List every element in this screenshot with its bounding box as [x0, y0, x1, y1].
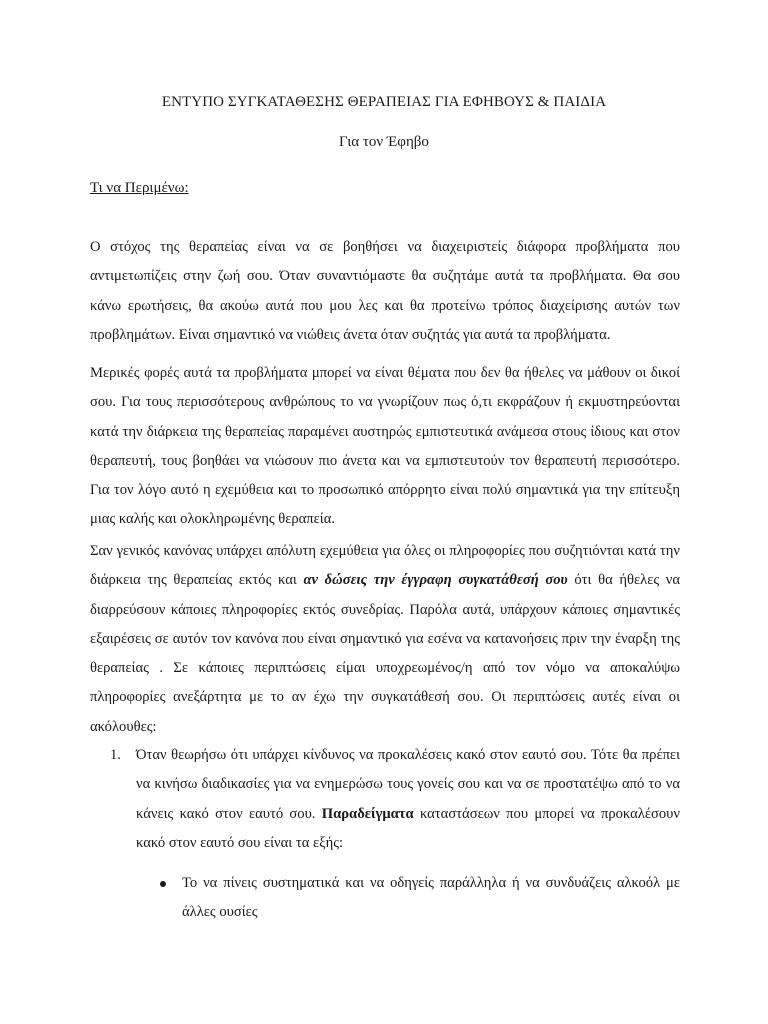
written-consent-emphasis: αν δώσεις την έγγραφη συγκατάθεσή σου	[303, 572, 568, 589]
list-item-text-start: Όταν θεωρήσω ότι υπάρχει κίνδυνος να προκαλέσεις κακό στον εαυτό σου. Τότε θα πρέπει να κινήσω διαδικασίες για να ενημερώσω τους γονείς σου και να σε προστατέψω από το να κάνεις κακό στον εαυτό σου.	[136, 747, 680, 822]
paragraph-exceptions-rest: ότι θα ήθελες να διαρρεύσουν κάποιες πληροφορίες εκτός συνεδρίας. Παρόλα αυτά, υπάρχουν κάποιες σημαντικές εξαιρέσεις σε αυτόν τον κανόνα που είναι σημαντικό για εσένα να κατανοήσεις πριν την έναρξη της θεραπείας . Σε κάποιες περιπτώσεις είμαι υποχρεωμένος/η από τον νόμο να αποκαλύψω πληροφορίες ανεξάρτητα με το αν έχω την συγκατάθεσή σου. Οι περιπτώσεις αυτές είναι οι ακόλουθες:	[90, 572, 681, 735]
paragraph-goal: Ο στόχος της θεραπείας είναι να σε βοηθήσει να διαχειριστείς διάφορα προβλήματα που αντιμετωπίζεις στην ζωή σου. Όταν συναντιόμαστε θα συζητάμε αυτά τα προβλήματα. Θα σου κάνω ερωτήσεις, θα ακούω αυτά που μου λες και θα προτείνω τρόπος διαχείρισης αυτών των προβλημάτων. Είναι σημαντικό να νιώθεις άνετα όταν συζητάς για αυτά τα προβλήματα.	[90, 239, 680, 343]
list-item	[90, 741, 680, 858]
examples-emphasis: Παραδείγματα	[321, 805, 414, 822]
document-subtitle: Για τον Έφηβο	[339, 134, 429, 150]
paragraph-exceptions	[90, 537, 680, 742]
examples-bullet-list	[182, 869, 680, 928]
paragraph-confidentiality: Μερικές φορές αυτά τα προβλήματα μπορεί να είναι θέματα που δεν θα ήθελες να μάθουν οι δικοί σου. Για τους περισσότερους ανθρώπους το να γνωρίζουν πως ό,τι εκφράζουν ή εκμυστηρεύονται κατά την διάρκεια της θεραπείας παραμένει αυστηρώς εμπιστευτικά ανάμεσα στους ίδιους και στον θεραπευτή, τους βοηθάει να νιώσουν πιο άνετα και να εμπιστευτούν τον θεραπευτή περισσότερο. Για τον λόγο αυτό η εχεμύθεια και το προσωπικό απόρρητο είναι πολύ σημαντικά για την επίτευξη μιας καλής και ολοκληρωμένης θεραπεία.	[90, 365, 680, 528]
document-title: ΕΝΤΥΠΟ ΣΥΓΚΑΤΑΘΕΣΗΣ ΘΕΡΑΠΕΙΑΣ ΓΙΑ ΕΦΗΒΟΥΣ & ΠΑΙΔΙΑ	[161, 94, 607, 110]
list-item-number: 1.	[110, 747, 121, 763]
bullet-item	[182, 869, 680, 928]
bullet-item-text: Το να πίνεις συστηματικά και να οδηγείς παράλληλα ή να συνδυάζεις αλκοόλ με άλλες ουσίες	[182, 875, 680, 921]
paragraph-exceptions-intro: Σαν γενικός κανόνας υπάρχει απόλυτη εχεμύθεια για όλες οι πληροφορίες που συζητιόνται κατά την διάρκεια της θεραπείας εκτός και	[90, 543, 680, 589]
bullet-dot-icon	[160, 881, 166, 887]
section-heading: Τι να Περιμένω:	[90, 180, 189, 196]
exceptions-list	[90, 741, 680, 858]
list-item-text-end: καταστάσεων που μπορεί να προκαλέσουν κακό στον εαυτό σου είναι τα εξής:	[136, 805, 680, 851]
